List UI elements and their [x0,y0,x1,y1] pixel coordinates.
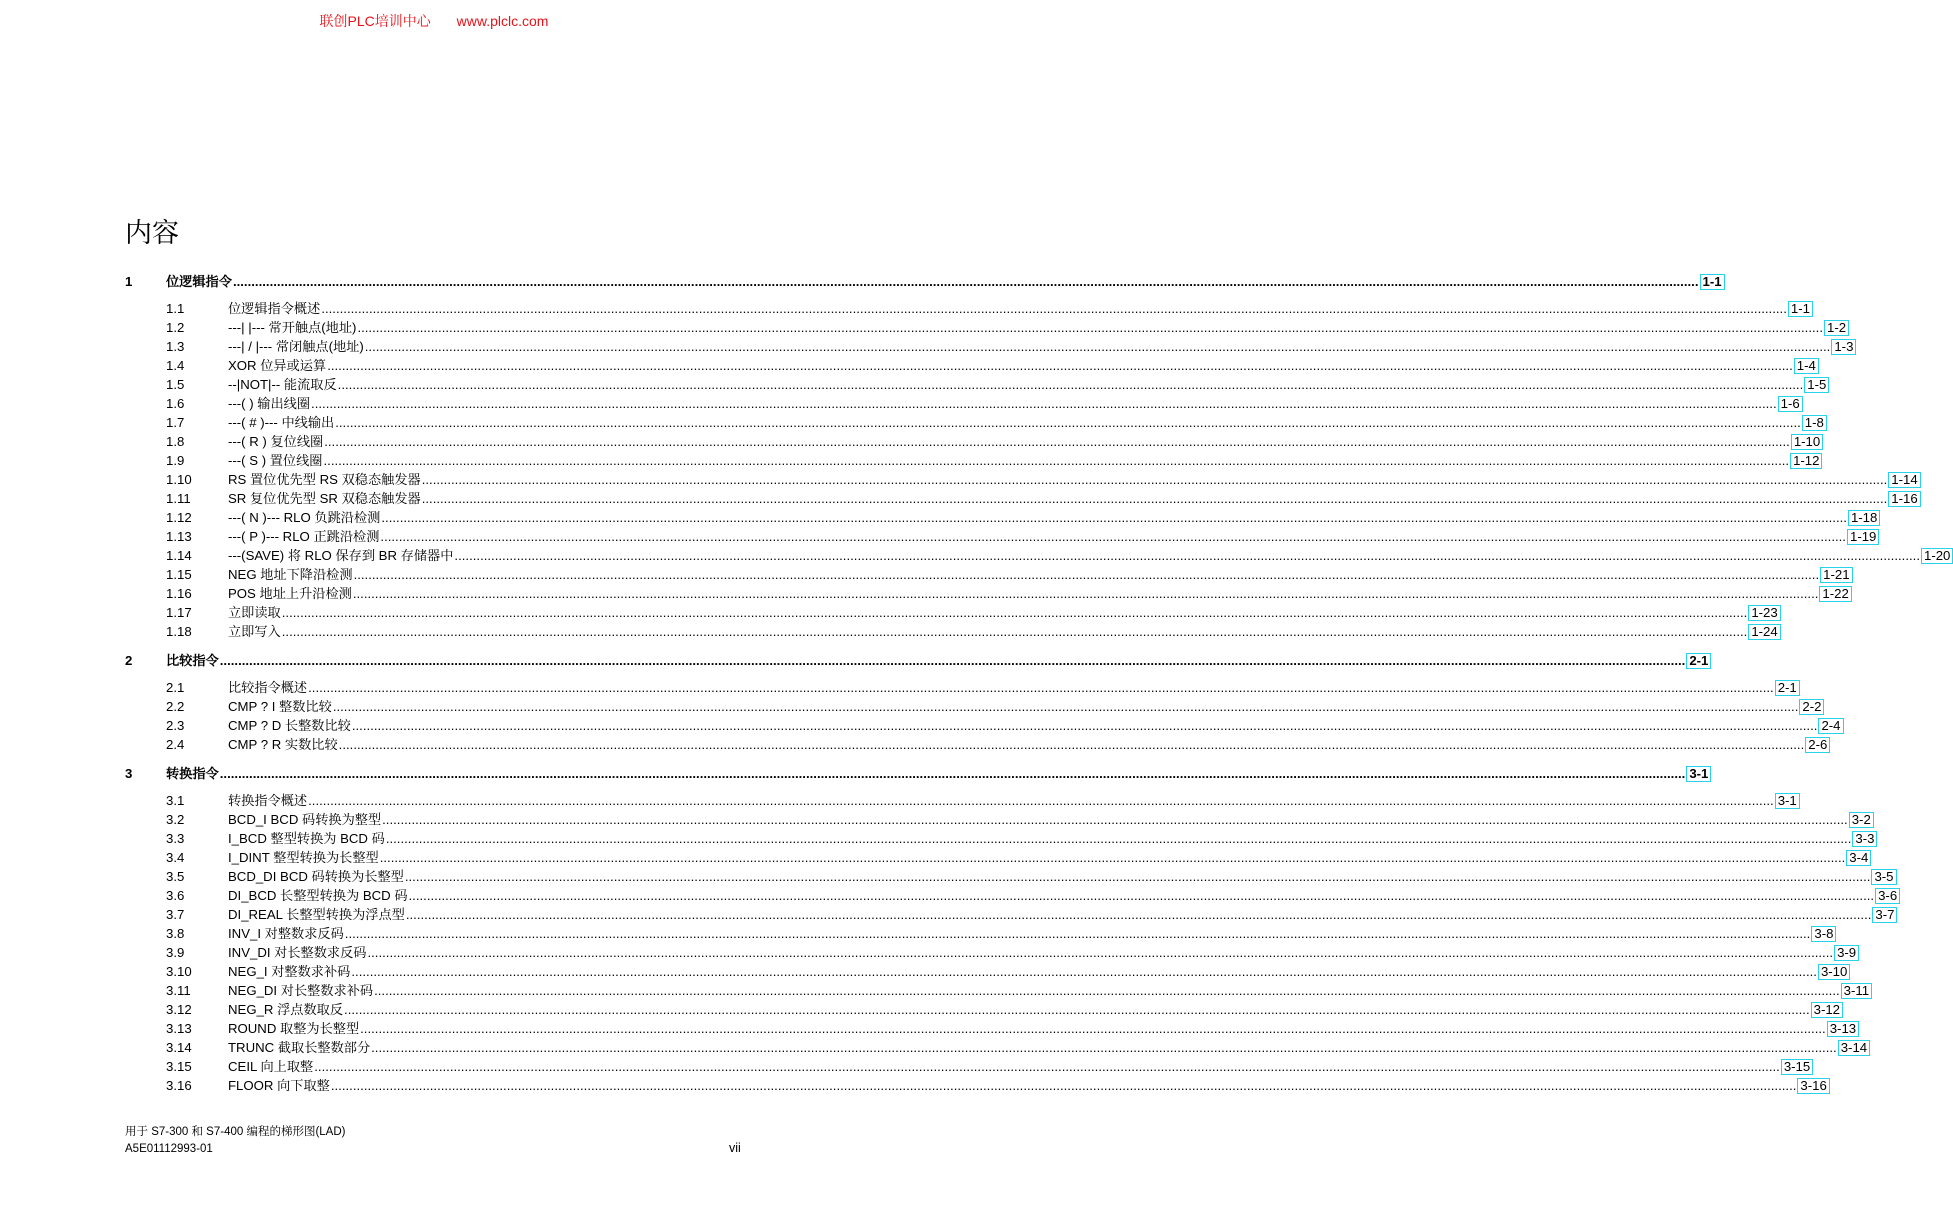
toc-entry-number: 3.15 [166,1059,192,1074]
toc-entry-label: POS 地址上升沿检测 [228,586,352,601]
toc-entry-row[interactable] [125,829,1875,848]
toc-leader-dots: ................................................................................................................................................................................................................................................................................................................................................................................................................ [219,766,1686,781]
toc-entry-number: 3 [125,766,133,781]
toc-entry-label: 比较指令 [166,653,219,668]
toc-entry-label: ---( R ) 复位线圈 [228,434,324,449]
toc-entry-number: 3.16 [166,1078,192,1093]
toc-entry-line [228,584,1849,603]
toc-entry-line [228,1019,1857,1038]
toc-entry-number: 3.12 [166,1002,192,1017]
toc-entry-number: 3.13 [166,1021,192,1036]
toc-leader-dots: ................................................................................................................................................................................................................................................................................................................................................................................................................ [353,567,1820,582]
toc-leader-dots: ................................................................................................................................................................................................................................................................................................................................................................................................................ [357,320,1824,335]
toc-entry-line [228,489,1918,508]
toc-entry-row[interactable] [125,1000,1841,1019]
toc-leader-dots: ................................................................................................................................................................................................................................................................................................................................................................................................................ [421,491,1888,506]
toc-page-link[interactable]: 3-15 [1781,1059,1813,1075]
toc-page-link[interactable]: 2-4 [1818,718,1843,734]
toc-page-link[interactable]: 1-20 [1921,548,1953,564]
toc-entry-label: TRUNC 截取长整数部分 [228,1040,371,1055]
toc-entry-label: 立即写入 [228,624,281,639]
toc-entry-number: 2.1 [166,680,185,695]
toc-entry-row[interactable] [125,565,1850,584]
toc-entry-row[interactable] [125,981,1870,1000]
toc-leader-dots: ................................................................................................................................................................................................................................................................................................................................................................................................................ [324,434,1790,449]
toc-page-link[interactable]: 1-8 [1802,415,1827,431]
toc-entry-label: NEG 地址下降沿检测 [228,567,353,582]
toc-entry-line [228,470,1918,489]
toc-page-link[interactable]: 2-1 [1775,680,1800,696]
toc-page-link[interactable]: 3-1 [1775,793,1800,809]
toc-leader-dots: ................................................................................................................................................................................................................................................................................................................................................................................................................ [379,850,1846,865]
toc-entry-line [228,848,1869,867]
toc-leader-dots: ................................................................................................................................................................................................................................................................................................................................................................................................................ [344,1002,1810,1017]
toc-entry-line [228,678,1797,697]
toc-leader-dots: ................................................................................................................................................................................................................................................................................................................................................................................................................ [337,377,1804,392]
toc-entry-line [228,622,1778,641]
toc-entry-line [228,318,1847,337]
banner-website[interactable]: www.plclc.com [456,13,549,29]
toc-entry-row[interactable] [125,1076,1827,1095]
toc-entry-line [228,981,1870,1000]
toc-entry-label: I_BCD 整型转换为 BCD 码 [228,831,385,846]
toc-entry-number: 1.5 [166,377,185,392]
toc-entry-label: ---(SAVE) 将 RLO 保存到 BR 存储器中 [228,548,454,563]
toc-entry-line [228,394,1800,413]
footer [125,1124,345,1158]
toc-entry-number: 2.3 [166,718,185,733]
toc-entry-number: 1.16 [166,586,192,601]
toc-entry-line [228,1057,1811,1076]
toc-leader-dots: ................................................................................................................................................................................................................................................................................................................................................................................................................ [327,358,1793,373]
toc-page-link[interactable]: 3-9 [1834,945,1859,961]
toc-entry-label: NEG_I 对整数求补码 [228,964,351,979]
toc-leader-dots: ................................................................................................................................................................................................................................................................................................................................................................................................................ [364,339,1831,354]
toc-leader-dots: ................................................................................................................................................................................................................................................................................................................................................................................................................ [405,907,1872,922]
toc-entry-row[interactable] [125,1038,1868,1057]
toc-entry-number: 2.4 [166,737,185,752]
toc-entry-row[interactable] [125,924,1834,943]
toc-entry-row[interactable] [125,905,1895,924]
toc-page-link[interactable]: 1-16 [1888,491,1920,507]
toc-page-link[interactable]: 2-2 [1799,699,1824,715]
toc-page-link[interactable]: 1-23 [1748,605,1780,621]
toc-entry-number: 3.1 [166,793,185,808]
toc-entry-row[interactable] [125,603,1778,622]
toc-entry-number: 1.12 [166,510,192,525]
page-title: 内容 [125,218,179,249]
toc-page-link[interactable]: 3-12 [1811,1002,1843,1018]
toc-page-link[interactable]: 3-13 [1827,1021,1859,1037]
toc-leader-dots: ................................................................................................................................................................................................................................................................................................................................................................................................................ [421,472,1888,487]
banner-org-name: 联创PLC培训中心 [319,13,431,29]
toc-entry-label: 位逻辑指令 [166,274,232,289]
toc-entry-line [228,716,1841,735]
toc-entry-row[interactable] [125,622,1778,641]
footer-page-number: vii [729,1141,741,1155]
toc-entry-label: NEG_DI 对长整数求补码 [228,983,374,998]
toc-leader-dots: ................................................................................................................................................................................................................................................................................................................................................................................................................ [404,869,1871,884]
toc-entry-number: 1.3 [166,339,185,354]
toc-entry-line [228,356,1816,375]
toc-entry-row[interactable] [125,413,1824,432]
toc-entry-label: ---( ) 输出线圈 [228,396,311,411]
toc-entry-row[interactable] [125,1057,1811,1076]
toc-entry-number: 2.2 [166,699,185,714]
toc-page-link[interactable]: 1-24 [1748,624,1780,640]
toc-leader-dots: ................................................................................................................................................................................................................................................................................................................................................................................................................ [330,1078,1797,1093]
toc-page-link[interactable]: 2-6 [1805,737,1830,753]
toc-entry-row[interactable] [125,678,1797,697]
toc-entry-line [228,527,1877,546]
toc-entry-label: DI_BCD 长整型转换为 BCD 码 [228,888,408,903]
toc-entry-number: 1.10 [166,472,192,487]
toc-entry-number: 3.10 [166,964,192,979]
toc-entry-row[interactable] [125,451,1820,470]
toc-leader-dots: ................................................................................................................................................................................................................................................................................................................................................................................................................ [454,548,1920,563]
toc-leader-dots: ................................................................................................................................................................................................................................................................................................................................................................................................................ [323,453,1790,468]
toc-entry-label: CMP ? D 长整数比较 [228,718,351,733]
toc-entry-label: RS 置位优先型 RS 双稳态触发器 [228,472,421,487]
toc-entry-line [228,735,1828,754]
toc-leader-dots: ................................................................................................................................................................................................................................................................................................................................................................................................................ [321,301,1787,316]
toc-entry-line [228,432,1821,451]
toc-entry-number: 1.11 [166,491,191,506]
toc-entry-number: 1 [125,274,133,289]
toc-entry-label: INV_DI 对长整数求反码 [228,945,367,960]
toc-page-link[interactable]: 3-8 [1811,926,1836,942]
toc-page-link[interactable]: 3-5 [1871,869,1896,885]
toc-entry-number: 1.1 [166,301,185,316]
toc-entry-row[interactable] [125,470,1918,489]
toc-leader-dots: ................................................................................................................................................................................................................................................................................................................................................................................................................ [338,737,1805,752]
toc-entry-row[interactable] [125,318,1847,337]
toc-page-link[interactable]: 1-1 [1700,274,1725,290]
toc-entry-number: 3.9 [166,945,185,960]
toc-entry-row[interactable] [125,735,1828,754]
toc-leader-dots: ................................................................................................................................................................................................................................................................................................................................................................................................................ [314,1059,1780,1074]
toc-entry-row[interactable] [125,432,1821,451]
toc-entry-label: ---( # )--- 中线输出 [228,415,335,430]
toc-entry-row[interactable] [125,810,1871,829]
toc-page-link[interactable]: 1-18 [1848,510,1880,526]
toc-entry-label: 位逻辑指令概述 [228,301,321,316]
toc-leader-dots: ................................................................................................................................................................................................................................................................................................................................................................................................................ [382,812,1848,827]
toc-entry-line [228,1000,1841,1019]
toc-entry-label: CMP ? I 整数比较 [228,699,332,714]
toc-entry-line [166,764,1709,783]
toc-entry-number: 3.7 [166,907,185,922]
toc-entry-label: ---| |--- 常开触点(地址) [228,320,357,335]
toc-entry-row[interactable] [125,508,1878,527]
toc-leader-dots: ................................................................................................................................................................................................................................................................................................................................................................................................................ [374,983,1840,998]
toc-entry-line [228,905,1895,924]
toc-leader-dots: ................................................................................................................................................................................................................................................................................................................................................................................................................ [352,586,1819,601]
toc-page-link[interactable]: 3-16 [1797,1078,1829,1094]
toc-leader-dots: ................................................................................................................................................................................................................................................................................................................................................................................................................ [381,510,1847,525]
toc-entry-line [166,272,1722,291]
toc-entry-number: 1.15 [166,567,192,582]
toc-entry-label: 比较指令概述 [228,680,308,695]
toc-entry-row[interactable] [125,337,1854,356]
toc-entry-number: 1.14 [166,548,192,563]
toc-entry-line [228,451,1820,470]
toc-entry-number: 3.3 [166,831,185,846]
toc-entry-row[interactable] [125,791,1797,810]
toc-leader-dots: ................................................................................................................................................................................................................................................................................................................................................................................................................ [351,964,1817,979]
toc-leader-dots: ................................................................................................................................................................................................................................................................................................................................................................................................................ [367,945,1834,960]
toc-page-link[interactable]: 3-11 [1841,983,1872,999]
toc-entry-line [228,829,1875,848]
toc-leader-dots: ................................................................................................................................................................................................................................................................................................................................................................................................................ [385,831,1852,846]
toc-entry-line [228,375,1827,394]
toc-entry-row[interactable] [125,943,1857,962]
toc-page-link[interactable]: 1-6 [1778,396,1803,412]
toc-leader-dots: ................................................................................................................................................................................................................................................................................................................................................................................................................ [335,415,1801,430]
toc-entry-row[interactable] [125,716,1841,735]
toc-entry-line [228,924,1834,943]
toc-entry-line [228,791,1797,810]
toc-leader-dots: ................................................................................................................................................................................................................................................................................................................................................................................................................ [232,274,1699,289]
toc-entry-line [228,546,1951,565]
header-banner [0,11,868,31]
toc-page-link[interactable]: 1-22 [1819,586,1851,602]
toc-leader-dots: ................................................................................................................................................................................................................................................................................................................................................................................................................ [351,718,1818,733]
toc-entry-label: 转换指令 [166,766,219,781]
toc-chapter-row[interactable] [125,764,1709,783]
toc-entry-label: FLOOR 向下取整 [228,1078,330,1093]
toc-entry-label: NEG_R 浮点数取反 [228,1002,344,1017]
toc-entry-line [228,1076,1827,1095]
toc-entry-label: XOR 位异或运算 [228,358,327,373]
toc-entry-label: 立即读取 [228,605,281,620]
toc-page-link[interactable]: 1-12 [1790,453,1822,469]
toc-entry-number: 3.14 [166,1040,192,1055]
toc-page-link[interactable]: 3-7 [1872,907,1897,923]
toc-entry-number: 1.4 [166,358,185,373]
toc-page-link[interactable]: 3-14 [1838,1040,1870,1056]
toc-entry-row[interactable] [125,848,1869,867]
toc-entry-row[interactable] [125,299,1810,318]
toc-chapter-row[interactable] [125,272,1722,291]
toc-leader-dots: ................................................................................................................................................................................................................................................................................................................................................................................................................ [332,699,1799,714]
toc-page-link[interactable]: 2-1 [1686,653,1711,669]
toc-entry-label: CEIL 向上取整 [228,1059,314,1074]
toc-entry-number: 2 [125,653,133,668]
toc-page-link[interactable]: 1-21 [1820,567,1852,583]
toc-entry-label: --|NOT|-- 能流取反 [228,377,337,392]
toc-page-link[interactable]: 1-5 [1804,377,1829,393]
toc-entry-label: ---( S ) 置位线圈 [228,453,323,468]
toc-entry-line [228,565,1850,584]
toc-entry-label: BCD_I BCD 码转换为整型 [228,812,382,827]
toc-page-link[interactable]: 3-4 [1846,850,1871,866]
toc-entry-line [166,651,1709,670]
toc-page-link[interactable]: 1-4 [1794,358,1819,374]
toc-leader-dots: ................................................................................................................................................................................................................................................................................................................................................................................................................ [344,926,1811,941]
toc-leader-dots: ................................................................................................................................................................................................................................................................................................................................................................................................................ [371,1040,1837,1055]
toc-entry-number: 3.4 [166,850,185,865]
toc-entry-number: 1.17 [166,605,192,620]
toc-entry-label: DI_REAL 长整型转换为浮点型 [228,907,405,922]
footer-doc-number: A5E01112993-01 [125,1143,213,1155]
toc-page-link[interactable]: 1-19 [1847,529,1879,545]
toc-entry-row[interactable] [125,489,1918,508]
toc-entry-row[interactable] [125,394,1800,413]
toc-leader-dots: ................................................................................................................................................................................................................................................................................................................................................................................................................ [408,888,1875,903]
toc-entry-row[interactable] [125,584,1849,603]
toc-entry-number: 1.2 [166,320,185,335]
toc-page-link[interactable]: 3-1 [1686,766,1711,782]
toc-leader-dots: ................................................................................................................................................................................................................................................................................................................................................................................................................ [308,793,1774,808]
toc-entry-number: 1.7 [166,415,185,430]
toc-leader-dots: ................................................................................................................................................................................................................................................................................................................................................................................................................ [311,396,1777,411]
toc-entry-label: 转换指令概述 [228,793,308,808]
toc-entry-row[interactable] [125,867,1894,886]
toc-leader-dots: ................................................................................................................................................................................................................................................................................................................................................................................................................ [281,605,1748,620]
toc-page-link[interactable]: 1-2 [1824,320,1849,336]
toc-entry-row[interactable] [125,375,1827,394]
toc-page-link[interactable]: 1-1 [1788,301,1813,317]
toc-leader-dots: ................................................................................................................................................................................................................................................................................................................................................................................................................ [360,1021,1826,1036]
toc-entry-number: 1.9 [166,453,185,468]
toc-leader-dots: ................................................................................................................................................................................................................................................................................................................................................................................................................ [281,624,1748,639]
toc-entry-number: 1.6 [166,396,185,411]
toc-entry-label: BCD_DI BCD 码转换为长整型 [228,869,404,884]
toc-entry-row[interactable] [125,527,1877,546]
toc-page-link[interactable]: 3-2 [1849,812,1874,828]
toc-entry-line [228,943,1857,962]
toc-leader-dots: ................................................................................................................................................................................................................................................................................................................................................................................................................ [219,653,1686,668]
toc-chapter-row[interactable] [125,651,1709,670]
toc-entry-number: 3.6 [166,888,185,903]
toc-page-link[interactable]: 1-14 [1888,472,1920,488]
toc-entry-line [228,413,1824,432]
toc-entry-label: ---( P )--- RLO 正跳沿检测 [228,529,380,544]
toc-entry-label: ---( N )--- RLO 负跳沿检测 [228,510,381,525]
toc-entry-row[interactable] [125,962,1848,981]
toc-entry-label: ---| / |--- 常闭触点(地址) [228,339,364,354]
toc-entry-label: CMP ? R 实数比较 [228,737,338,752]
toc-entry-line [228,867,1894,886]
toc-leader-dots: ................................................................................................................................................................................................................................................................................................................................................................................................................ [380,529,1846,544]
toc-entry-number: 3.11 [166,983,191,998]
toc-entry-row[interactable] [125,1019,1857,1038]
toc-entry-row[interactable] [125,886,1898,905]
toc-page-link[interactable]: 3-10 [1818,964,1850,980]
toc-entry-label: SR 复位优先型 SR 双稳态触发器 [228,491,421,506]
toc-entry-line [228,337,1854,356]
toc-leader-dots: ................................................................................................................................................................................................................................................................................................................................................................................................................ [308,680,1774,695]
toc-entry-number: 3.2 [166,812,185,827]
table-of-contents [125,272,1951,1095]
toc-entry-line [228,962,1848,981]
footer-manual-title: 用于 S7-300 和 S7-400 编程的梯形图(LAD) [125,1126,346,1138]
toc-page-link[interactable]: 1-3 [1831,339,1856,355]
toc-entry-number: 1.13 [166,529,192,544]
toc-entry-label: I_DINT 整型转换为长整型 [228,850,379,865]
toc-entry-line [228,603,1778,622]
toc-page-link[interactable]: 3-3 [1852,831,1877,847]
toc-entry-number: 3.5 [166,869,185,884]
toc-entry-number: 3.8 [166,926,185,941]
toc-entry-label: ROUND 取整为长整型 [228,1021,360,1036]
toc-entry-number: 1.18 [166,624,192,639]
toc-entry-line [228,1038,1868,1057]
toc-page-link[interactable]: 1-10 [1791,434,1823,450]
toc-entry-line [228,508,1878,527]
toc-entry-line [228,810,1871,829]
toc-entry-line [228,299,1810,318]
toc-entry-label: INV_I 对整数求反码 [228,926,344,941]
toc-entry-number: 1.8 [166,434,185,449]
toc-entry-line [228,697,1822,716]
toc-entry-line [228,886,1898,905]
toc-entry-row[interactable] [125,546,1951,565]
toc-entry-row[interactable] [125,697,1822,716]
toc-entry-row[interactable] [125,356,1816,375]
toc-page-link[interactable]: 3-6 [1875,888,1900,904]
